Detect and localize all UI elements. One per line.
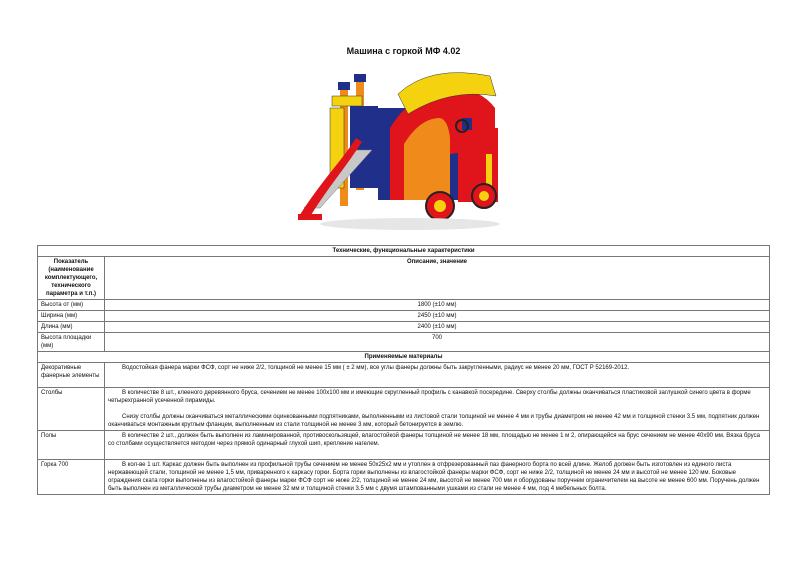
param-value: 2400 (±10 мм) xyxy=(105,322,770,333)
product-illustration xyxy=(290,58,520,236)
table-row xyxy=(38,333,770,352)
table-row xyxy=(38,311,770,322)
header-parameter: Показатель (наименование комплектующего, технического параметра и т.п.) xyxy=(38,257,105,300)
param-value: 1800 (±10 мм) xyxy=(105,300,770,311)
document-title: Машина с горкой МФ 4.02 xyxy=(346,46,461,56)
table-row xyxy=(38,300,770,311)
table-row xyxy=(38,431,770,460)
section-title: Применяемые материалы xyxy=(38,352,770,363)
spec-table xyxy=(37,245,770,495)
header-value: Описание, значение xyxy=(105,257,770,300)
material-paragraph: Водостойкая фанера марки ФСФ, сорт не ниже 2/2, толщиной не менее 15 мм ( ± 2 мм), все углы фанеры должны быть закругленными, радиус не менее 20 мм, ГОСТ Р 52169-2012. xyxy=(122,365,630,371)
param-name: Высота от (мм) xyxy=(38,300,105,311)
material-description xyxy=(105,431,770,460)
table-row xyxy=(38,322,770,333)
material-paragraph: В количестве 8 шт., клееного деревянного бруса, сечением не менее 100х100 мм и имеющие скругленный профиль с канавкой посередине. Сверху столбы должны оканчиваться пластиковой заглушкой синего цвета в форме четырехгранной усеченной пирамиды. xyxy=(108,390,751,404)
wheel-hub xyxy=(434,200,446,212)
slide-end xyxy=(298,214,322,220)
param-name: Высота площадки (мм) xyxy=(38,333,105,352)
rear-panel xyxy=(332,96,362,106)
material-name: Горка 700 xyxy=(38,460,105,495)
material-name: Столбы xyxy=(38,388,105,431)
post-cap xyxy=(354,74,366,82)
post-cap xyxy=(338,82,350,90)
material-name: Полы xyxy=(38,431,105,460)
material-description xyxy=(105,388,770,431)
headlight xyxy=(486,154,492,188)
material-description xyxy=(105,460,770,495)
material-paragraph: В кол-ве 1 шт. Каркас должен быть выполнен из профильной трубы сечением не менее 50х25х2 мм и утоплен в отфрезерованный паз фанерного борта по всей длине. Желоб должен быть изготовлен из единого листа нержавеющей стали, толщиной не менее 1,5 мм, приваренного к каркасу горки. Борта горки выполнены из влагостойкой фанеры марки ФСФ, сорт не ниже 2/2, толщиной не менее 24 мм и высотой не менее 120 мм. Боковые ограждения ската горки выполнены из влагостойкой фанеры марки ФСФ сорт не ниже 2/2, толщиной не менее 24 мм, высотой не менее 700 мм и оборудованы поручнем ограничителем на высоте не менее 600 мм. Поручень должен быть выполнен из металлической трубы диаметром не менее 32 мм и толщиной стенки 3.5 мм с двумя штампованными ушками из стали не менее 4 мм, под 4 мебельных болта. xyxy=(108,462,760,492)
param-value: 2450 (±10 мм) xyxy=(105,311,770,322)
table-row xyxy=(38,363,770,388)
param-value: 700 xyxy=(105,333,770,352)
table-row xyxy=(38,460,770,495)
material-paragraph: В количестве 2 шт., должен быть выполнен из ламинированной, противоскользящей, влагостойкой фанеры толщиной не менее 18 мм, площадью не менее 1 м 2, опирающейся на брус сечением не менее 40х90 мм. Вязка бруса со столбами осуществляется методом через прямой одинарный глухой шип, крепление нагелем. xyxy=(108,433,760,447)
table-row xyxy=(38,388,770,431)
param-name: Ширина (мм) xyxy=(38,311,105,322)
material-description xyxy=(105,363,770,388)
wheel-hub xyxy=(479,191,489,201)
section-title: Технические, функциональные характеристики xyxy=(38,246,770,257)
shadow xyxy=(320,218,500,230)
material-name: Декоративные фанерные элементы xyxy=(38,363,105,388)
param-name: Длина (мм) xyxy=(38,322,105,333)
material-paragraph: Снизу столбы должны оканчиваться металлическими оцинкованными подпятниками, выполненными из листовой стали толщиной не менее 4 мм и трубы диаметром не менее 42 мм и толщиной стенки 3.5 мм, подпятник должен оканчиваться монтажным круглым фланцем, выполненным из стали толщиной не менее 3 мм, который бетонируется в землю. xyxy=(108,414,760,428)
